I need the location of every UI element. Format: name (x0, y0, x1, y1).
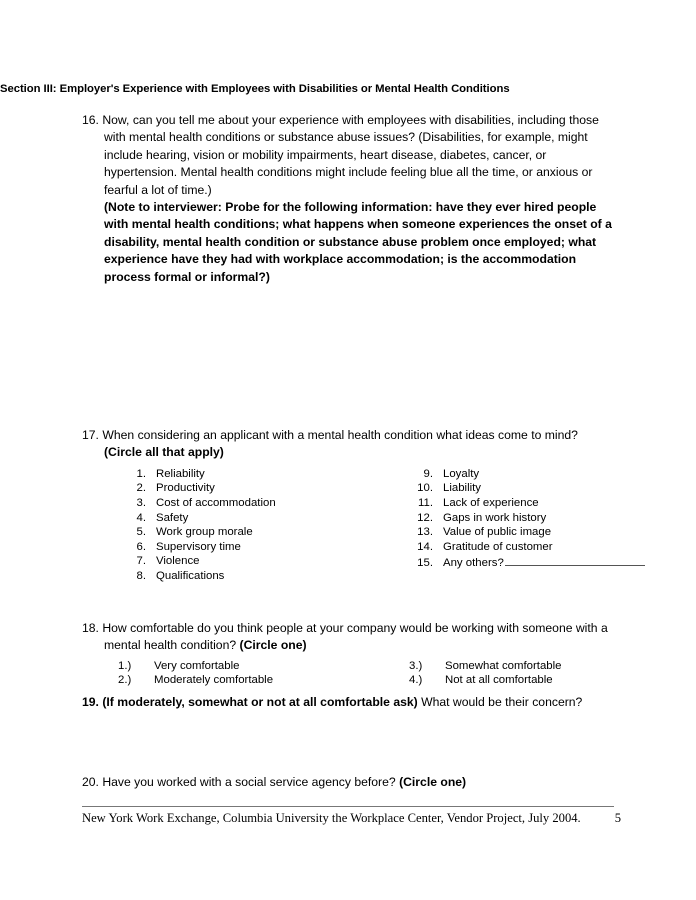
option-number: 1. (136, 467, 146, 480)
option-label: Supervisory time (156, 540, 241, 553)
option-number: 13. (417, 526, 433, 539)
option-number: 1.) (118, 659, 132, 672)
list-item[interactable] (409, 659, 562, 674)
option-label: Moderately comfortable (154, 674, 274, 687)
option-number: 4. (136, 511, 146, 524)
list-item[interactable] (409, 554, 645, 571)
question-16 (82, 112, 614, 286)
question-17-options (82, 467, 614, 587)
option-number: 7. (136, 555, 146, 568)
list-item[interactable] (409, 511, 645, 526)
question-19-instruction: (If moderately, somewhat or not at all comfortable ask) (102, 695, 418, 709)
any-others-write-in-field[interactable] (505, 554, 645, 566)
option-number: 11. (418, 497, 433, 509)
question-20-instruction: (Circle one) (399, 775, 467, 789)
question-19 (82, 694, 614, 711)
option-number: 12. (417, 511, 433, 524)
option-number: 14. (417, 540, 433, 553)
question-17 (82, 427, 614, 587)
option-label: Very comfortable (154, 659, 240, 672)
option-label: Liability (443, 482, 481, 495)
list-item[interactable] (409, 673, 562, 688)
question-17-text-block (82, 427, 614, 462)
question-18-number: 18. (82, 621, 99, 635)
question-16-number: 16. (82, 113, 99, 127)
option-number: 2.) (118, 674, 132, 687)
question-18 (82, 620, 614, 693)
list-item[interactable] (122, 511, 276, 526)
question-20-text-block (82, 774, 614, 791)
option-label: Reliability (156, 467, 205, 480)
list-item[interactable] (122, 467, 276, 482)
question-18-text-block (82, 620, 614, 655)
question-18-options-right-column (409, 659, 562, 688)
option-number: 10. (417, 482, 433, 495)
option-number: 3. (136, 497, 146, 509)
option-label: Loyalty (443, 467, 480, 480)
section-heading: Section III: Employer's Experience with Employees with Disabilities or Mental Health Conditions (0, 83, 510, 95)
question-17-options-right-column (409, 467, 645, 571)
question-16-note: (Note to interviewer: Probe for the following information: have they ever hired people with mental health conditions; what happens when someone experiences the onset of a disability, mental health condition or substance abuse problem once employed; what experience have they had with workplace accommodation; is the accommodation process formal or informal?) (104, 200, 612, 284)
footer-divider (82, 806, 614, 807)
list-item[interactable] (118, 659, 273, 674)
option-label: Gratitude of customer (443, 540, 553, 553)
question-16-note-block (82, 199, 614, 286)
list-item[interactable] (409, 496, 645, 511)
option-number: 8. (136, 569, 146, 582)
list-item[interactable] (122, 569, 276, 584)
list-item[interactable] (409, 540, 645, 555)
list-item[interactable] (118, 673, 273, 688)
question-19-number: 19. (82, 695, 99, 709)
list-item[interactable] (122, 525, 276, 540)
option-label: Qualifications (156, 569, 225, 582)
question-16-text: Now, can you tell me about your experience with employees with disabilities, including those with mental health conditions or substance abuse issues? (Disabilities, for example, might include hearing, vision or mobility impairments, heart disease, diabetes, cancer, or hypertension. Mental health conditions might include feeling blue all the time, or anxious or fearful a lot of time.) (102, 113, 599, 197)
option-label: Gaps in work history (443, 511, 547, 524)
option-number: 4.) (409, 674, 423, 687)
footer-page-number: 5 (614, 811, 621, 825)
question-19-text: What would be their concern? (417, 695, 583, 709)
option-number: 5. (136, 526, 146, 539)
question-17-number: 17. (82, 428, 99, 442)
question-18-options-left-column (118, 659, 273, 688)
question-18-options (82, 659, 614, 693)
question-17-instruction: (Circle all that apply) (104, 445, 224, 460)
option-label: Any others? (443, 557, 504, 570)
question-19-text-block (82, 694, 614, 711)
list-item[interactable] (409, 467, 645, 482)
option-label: Lack of experience (443, 497, 539, 509)
list-item[interactable] (122, 481, 276, 496)
option-label: Somewhat comfortable (445, 659, 562, 672)
option-label: Not at all comfortable (445, 674, 553, 687)
option-label: Value of public image (443, 526, 552, 539)
footer-citation: New York Work Exchange, Columbia University the Workplace Center, Vendor Project, July 2004. (82, 811, 581, 825)
list-item[interactable] (122, 554, 276, 569)
option-number: 2. (136, 482, 146, 495)
option-label: Safety (156, 511, 189, 524)
question-20-text: Have you worked with a social service agency before? (102, 775, 400, 789)
question-16-text-block (82, 112, 614, 199)
option-number: 15. (417, 557, 433, 570)
question-20 (82, 774, 614, 791)
list-item[interactable] (409, 481, 645, 496)
option-label: Productivity (156, 482, 215, 495)
question-17-text: When considering an applicant with a mental health condition what ideas come to mind? (102, 428, 578, 442)
question-18-instruction: (Circle one) (239, 638, 307, 653)
option-label: Work group morale (156, 526, 253, 539)
option-number: 3.) (409, 659, 423, 672)
question-20-number: 20. (82, 775, 99, 789)
page-footer (82, 810, 621, 826)
question-17-options-left-column (122, 467, 276, 584)
list-item[interactable] (122, 496, 276, 511)
option-number: 6. (136, 540, 146, 553)
list-item[interactable] (122, 540, 276, 555)
question-18-text: How comfortable do you think people at your company would be working with someone with a mental health condition? (102, 621, 608, 653)
option-label: Cost of accommodation (156, 497, 276, 509)
list-item[interactable] (409, 525, 645, 540)
option-label: Violence (156, 555, 200, 568)
option-number: 9. (423, 467, 433, 480)
